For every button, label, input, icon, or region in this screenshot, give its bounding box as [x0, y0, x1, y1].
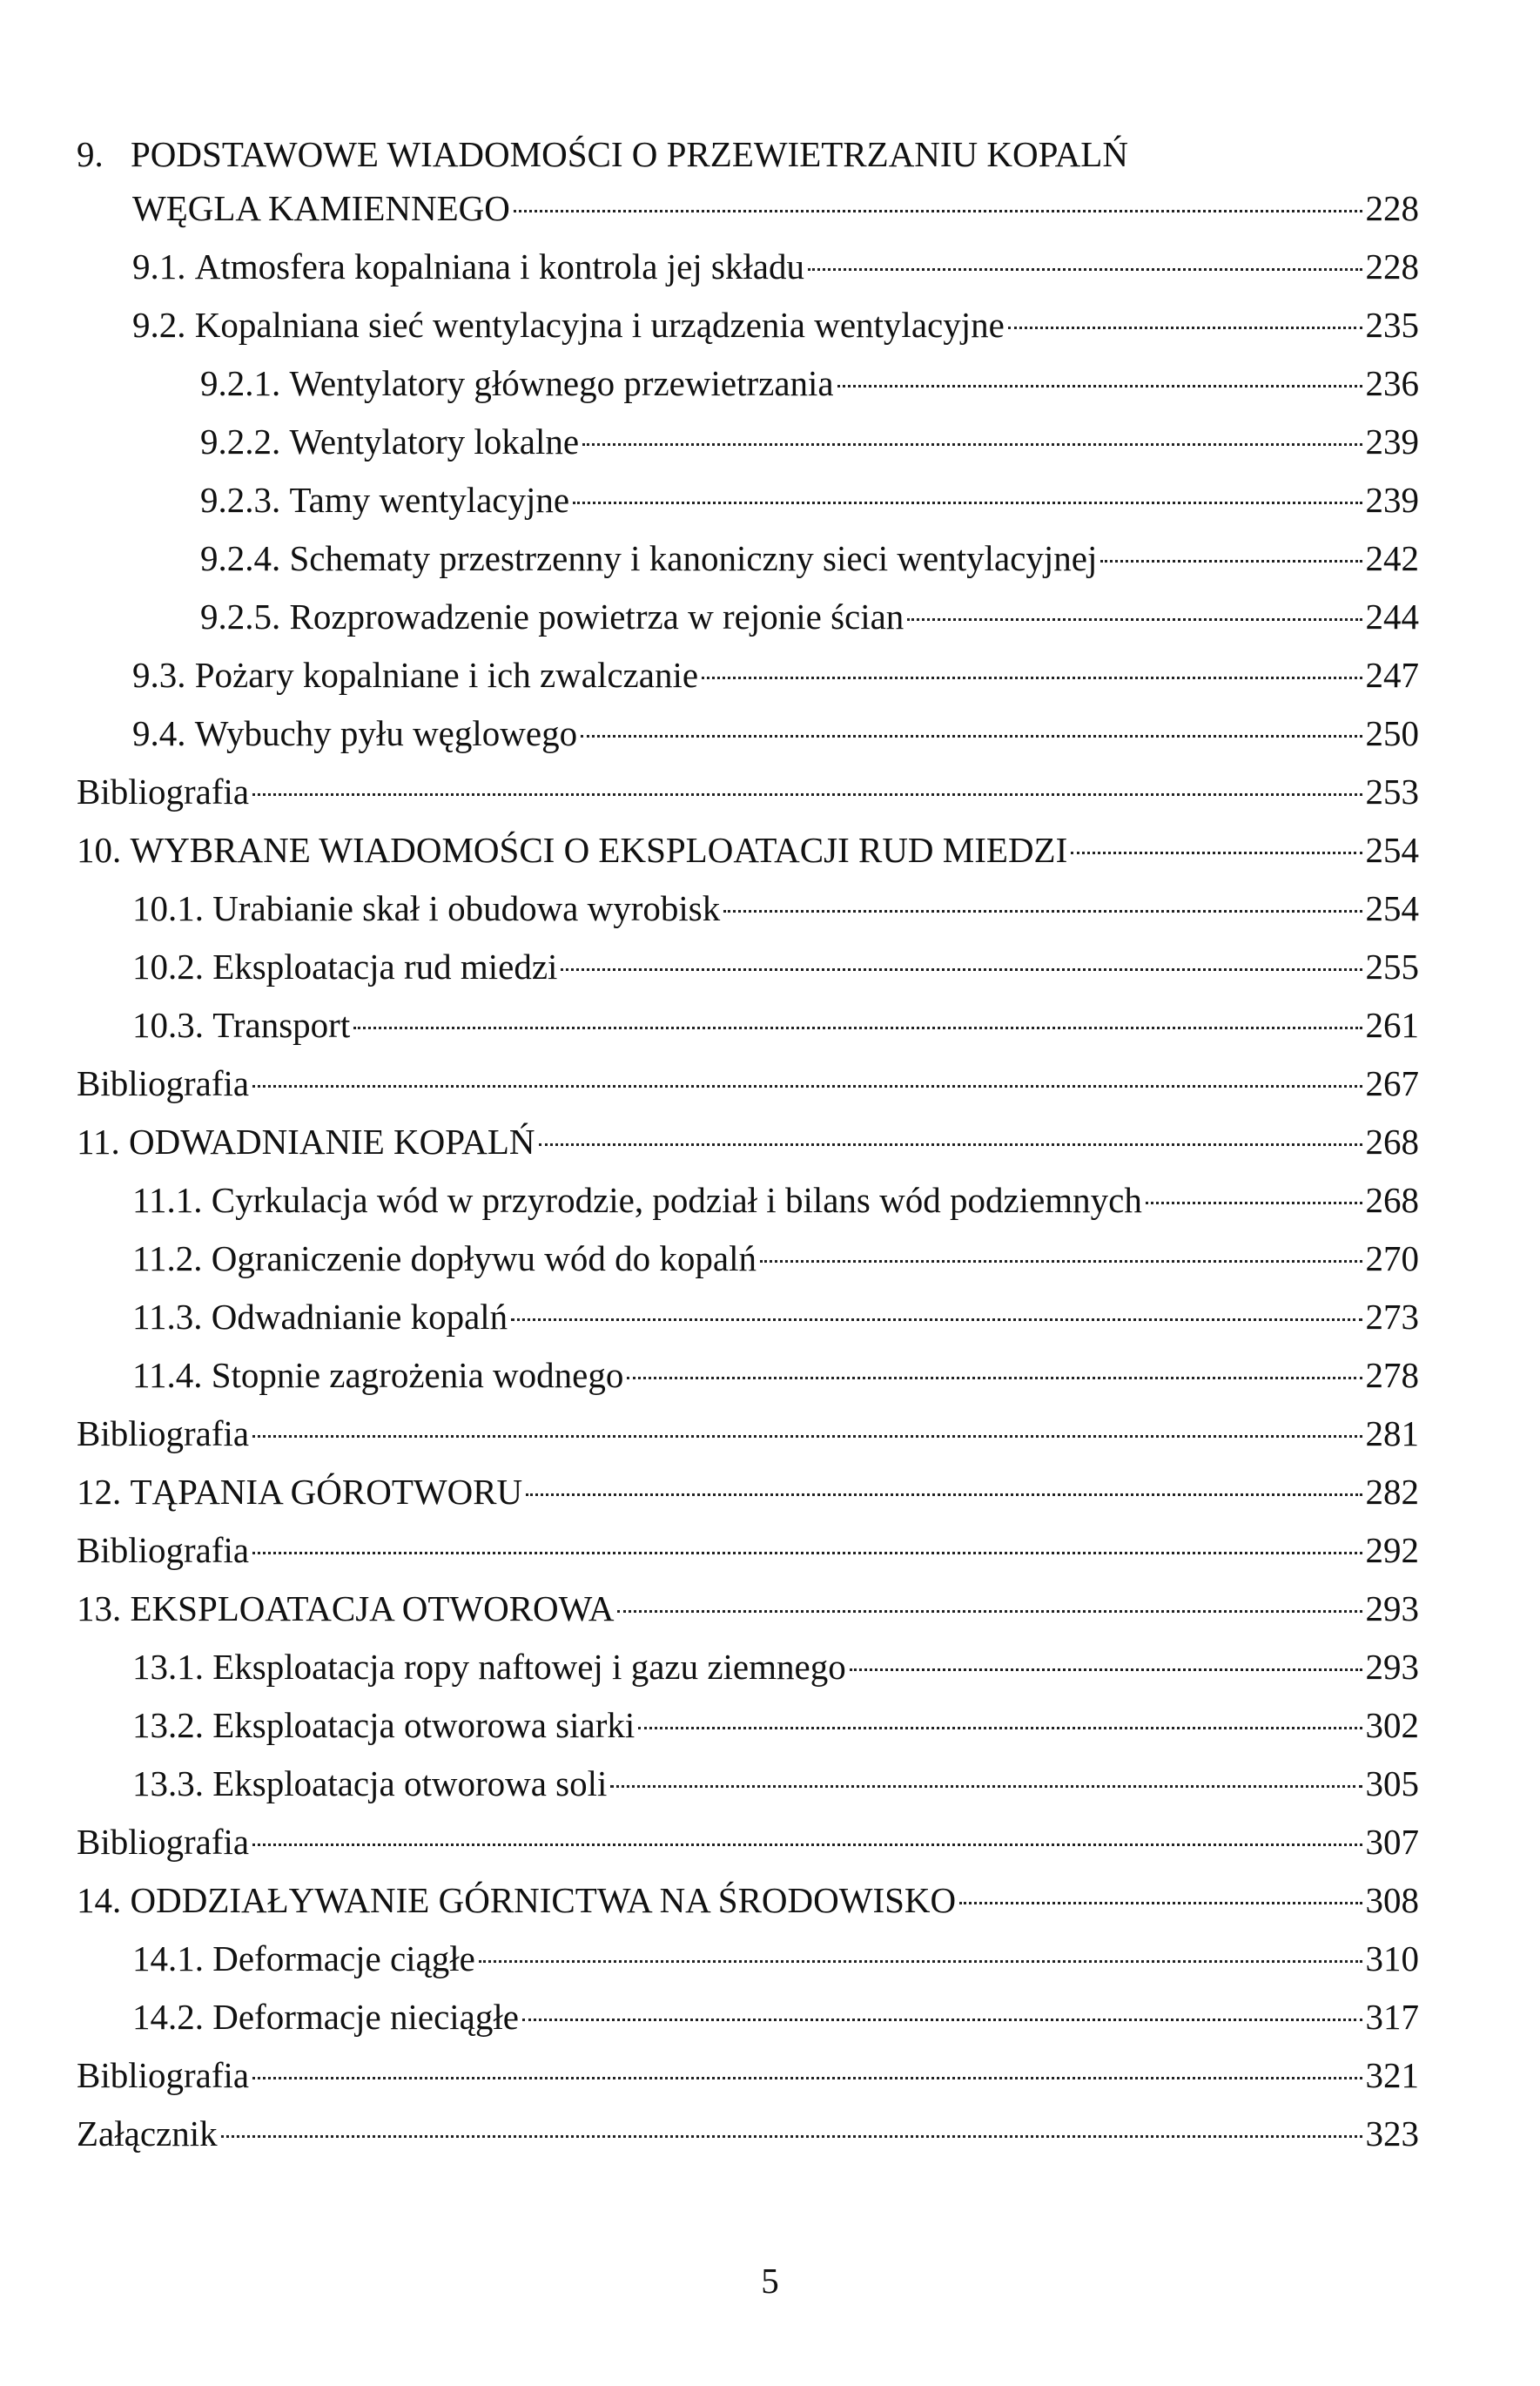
- toc-entry: [77, 354, 1419, 413]
- leader-dots: [1146, 1202, 1362, 1204]
- toc-entry-chapter: [77, 1871, 1419, 1930]
- toc-entry: [77, 1638, 1419, 1696]
- toc-entry-title: ODWADNIANIE KOPALŃ: [128, 1122, 535, 1162]
- toc-entry-title: Bibliografia: [77, 1063, 250, 1103]
- toc-entry-page: 253: [1365, 772, 1419, 812]
- leader-dots: [1100, 560, 1362, 563]
- leader-dots: [582, 443, 1362, 446]
- toc-entry-number: 9.: [77, 134, 104, 174]
- toc-entry-chapter: [77, 1580, 1419, 1638]
- toc-entry-page: 268: [1365, 1180, 1419, 1220]
- toc-entry-page: 250: [1365, 713, 1419, 753]
- toc-entry-number: 10.: [77, 830, 122, 870]
- toc-entry: [77, 938, 1419, 996]
- toc-entry-page: 239: [1365, 421, 1419, 462]
- leader-dots: [850, 1668, 1362, 1671]
- toc-entry-title: Stopnie zagrożenia wodnego: [211, 1355, 624, 1395]
- toc-entry-title: Rozprowadzenie powietrza w rejonie ścian: [289, 596, 904, 637]
- toc-entry-number: 9.4.: [132, 713, 186, 753]
- toc-entry-page: 310: [1365, 1938, 1419, 1978]
- toc-entry-page: 308: [1365, 1880, 1419, 1920]
- toc-entry: [77, 646, 1419, 704]
- leader-dots: [252, 2077, 1362, 2079]
- leader-dots: [638, 1727, 1362, 1729]
- toc-entry-number: 9.2.3.: [200, 480, 281, 520]
- leader-dots: [837, 385, 1362, 388]
- leader-dots: [353, 1027, 1362, 1029]
- toc-entry-page: 267: [1365, 1063, 1419, 1103]
- leader-dots: [907, 618, 1362, 621]
- toc-entry-number: 9.2.2.: [200, 421, 281, 462]
- toc-entry-chapter: [77, 1463, 1419, 1521]
- toc-entry: [77, 1230, 1419, 1288]
- toc-entry: [77, 1988, 1419, 2046]
- leader-dots: [1071, 852, 1362, 854]
- page-number: 5: [761, 2261, 779, 2301]
- toc-entry-title: Deformacje ciągłe: [212, 1938, 475, 1978]
- toc-entry-title: Bibliografia: [77, 1530, 250, 1570]
- toc-entry-title: Schematy przestrzenny i kanoniczny sieci wentylacyjnej: [289, 538, 1098, 578]
- toc-entry-page: 235: [1365, 305, 1419, 345]
- toc-entry-page: 321: [1365, 2055, 1419, 2095]
- toc-entry-number: 11.3.: [132, 1297, 203, 1337]
- toc-entry-title: Deformacje nieciągłe: [212, 1997, 519, 2037]
- toc-entry-page: 239: [1365, 480, 1419, 520]
- toc-entry: [77, 296, 1419, 354]
- toc-entry-number: 11.2.: [132, 1238, 203, 1278]
- toc-entry-page: 323: [1365, 2113, 1419, 2153]
- toc-entry-page: 305: [1365, 1763, 1419, 1803]
- leader-dots: [252, 793, 1362, 796]
- toc-entry-page: 268: [1365, 1122, 1419, 1162]
- leader-dots: [581, 735, 1362, 738]
- leader-dots: [526, 1493, 1362, 1496]
- toc-entry: [77, 1346, 1419, 1405]
- toc-entry-page: 228: [1365, 188, 1419, 228]
- toc-entry-title: Wentylatory lokalne: [289, 421, 580, 462]
- toc-entry-number: 13.2.: [132, 1705, 204, 1745]
- toc-entry-bibliography: [77, 2046, 1419, 2105]
- toc-entry-page: 254: [1365, 830, 1419, 870]
- leader-dots: [252, 1843, 1362, 1846]
- leader-dots: [959, 1902, 1362, 1904]
- toc-entry-page: 281: [1365, 1413, 1419, 1453]
- toc-entry-number: 14.1.: [132, 1938, 204, 1978]
- toc-entry-title: Eksploatacja otworowa siarki: [212, 1705, 636, 1745]
- toc-entry-chapter-9-continued: [77, 179, 1419, 238]
- toc-entry-number: 11.1.: [132, 1180, 203, 1220]
- leader-dots: [539, 1143, 1362, 1146]
- toc-entry-number: 11.: [77, 1122, 120, 1162]
- toc-entry: [77, 1755, 1419, 1813]
- leader-dots: [760, 1260, 1362, 1263]
- toc-entry-page: 255: [1365, 947, 1419, 987]
- toc-entry-page: 307: [1365, 1822, 1419, 1862]
- toc-entry-title: Ograniczenie dopływu wód do kopalń: [211, 1238, 757, 1278]
- leader-dots: [627, 1377, 1362, 1379]
- leader-dots: [252, 1435, 1362, 1438]
- toc-entry-title: Bibliografia: [77, 2055, 250, 2095]
- toc-entry-number: 13.3.: [132, 1763, 204, 1803]
- toc-entry: [77, 238, 1419, 296]
- toc-entry-title: Atmosfera kopalniana i kontrola jej składu: [194, 246, 804, 286]
- toc-entry-title: Odwadnianie kopalń: [211, 1297, 508, 1337]
- toc-entry-number: 9.1.: [132, 246, 186, 286]
- toc-entry-title: Bibliografia: [77, 1413, 250, 1453]
- toc-entry-title: Bibliografia: [77, 772, 250, 812]
- toc-entry-title: WĘGLA KAMIENNEGO: [132, 188, 510, 228]
- toc-entry: [77, 1930, 1419, 1988]
- leader-dots: [573, 502, 1362, 504]
- toc-entry-page: 273: [1365, 1297, 1419, 1337]
- toc-entry: [77, 996, 1419, 1055]
- toc-entry-title: Wybuchy pyłu węglowego: [194, 713, 578, 753]
- toc-entry-bibliography: [77, 1521, 1419, 1580]
- toc-entry-title: Kopalniana sieć wentylacyjna i urządzenia wentylacyjne: [194, 305, 1005, 345]
- toc-entry: [77, 1288, 1419, 1346]
- toc-entry-number: 9.2.4.: [200, 538, 281, 578]
- toc-entry-page: 261: [1365, 1005, 1419, 1045]
- toc-entry: [77, 529, 1419, 588]
- toc-entry-bibliography: [77, 1405, 1419, 1463]
- toc-entry-number: 9.2.5.: [200, 596, 281, 637]
- toc-entry-title: Załącznik: [77, 2113, 218, 2153]
- leader-dots: [479, 1960, 1362, 1963]
- toc-entry-page: 278: [1365, 1355, 1419, 1395]
- toc-entry-title: Eksploatacja otworowa soli: [212, 1763, 608, 1803]
- leader-dots: [617, 1610, 1362, 1613]
- toc-entry-number: 13.: [77, 1588, 122, 1628]
- leader-dots: [252, 1552, 1362, 1554]
- toc-entry: [77, 413, 1419, 471]
- toc-entry-title: WYBRANE WIADOMOŚCI O EKSPLOATACJI RUD MIEDZI: [130, 830, 1068, 870]
- toc-entry-number: 10.1.: [132, 888, 204, 928]
- toc-entry: [77, 588, 1419, 646]
- leader-dots: [514, 210, 1362, 212]
- toc-entry-chapter-9: [77, 129, 1419, 179]
- toc-entry-number: 9.3.: [132, 655, 186, 695]
- toc-entry-number: 12.: [77, 1472, 122, 1512]
- toc-entry: [77, 1696, 1419, 1755]
- leader-dots: [511, 1318, 1362, 1321]
- toc-entry-bibliography: [77, 763, 1419, 821]
- leader-dots: [561, 968, 1362, 971]
- leader-dots: [221, 2135, 1362, 2138]
- toc-entry-chapter: [77, 821, 1419, 880]
- toc-entry-page: 317: [1365, 1997, 1419, 2037]
- leader-dots: [702, 677, 1362, 679]
- toc-entry-title: Eksploatacja rud miedzi: [212, 947, 558, 987]
- leader-dots: [610, 1785, 1362, 1788]
- toc-entry-number: 11.4.: [132, 1355, 203, 1395]
- toc-entry-page: 293: [1365, 1588, 1419, 1628]
- toc-entry-page: 242: [1365, 538, 1419, 578]
- leader-dots: [1008, 327, 1362, 329]
- toc-entry: [77, 471, 1419, 529]
- toc-entry-number: 10.2.: [132, 947, 204, 987]
- toc-entry-title: EKSPLOATACJA OTWOROWA: [130, 1588, 615, 1628]
- leader-dots: [808, 268, 1362, 271]
- table-of-contents: [77, 129, 1419, 2163]
- leader-dots: [522, 2019, 1362, 2021]
- leader-dots: [723, 910, 1362, 913]
- toc-entry-title: Transport: [212, 1005, 351, 1045]
- leader-dots: [252, 1085, 1362, 1088]
- toc-entry-title: Tamy wentylacyjne: [289, 480, 570, 520]
- toc-entry-page: 293: [1365, 1647, 1419, 1687]
- toc-entry-page: 254: [1365, 888, 1419, 928]
- toc-entry: [77, 880, 1419, 938]
- toc-entry-number: 14.2.: [132, 1997, 204, 2037]
- toc-entry-page: 302: [1365, 1705, 1419, 1745]
- toc-entry-page: 236: [1365, 363, 1419, 403]
- toc-entry-number: 9.2.: [132, 305, 186, 345]
- toc-entry-page: 228: [1365, 246, 1419, 286]
- toc-entry-number: 10.3.: [132, 1005, 204, 1045]
- toc-entry-chapter: [77, 1113, 1419, 1171]
- toc-entry-title: Pożary kopalniane i ich zwalczanie: [194, 655, 699, 695]
- toc-entry-page: 270: [1365, 1238, 1419, 1278]
- toc-entry-bibliography: [77, 1813, 1419, 1871]
- toc-entry-title: Urabianie skał i obudowa wyrobisk: [212, 888, 721, 928]
- toc-entry-appendix: [77, 2105, 1419, 2163]
- toc-entry-bibliography: [77, 1055, 1419, 1113]
- toc-entry-title: ODDZIAŁYWANIE GÓRNICTWA NA ŚRODOWISKO: [130, 1880, 957, 1920]
- toc-entry-title: PODSTAWOWE WIADOMOŚCI O PRZEWIETRZANIU KOPALŃ: [131, 134, 1128, 174]
- toc-entry-page: 292: [1365, 1530, 1419, 1570]
- toc-entry-title: Eksploatacja ropy naftowej i gazu ziemnego: [212, 1647, 846, 1687]
- toc-entry-page: 282: [1365, 1472, 1419, 1512]
- toc-entry: [77, 704, 1419, 763]
- toc-entry: [77, 1171, 1419, 1230]
- toc-entry-page: 244: [1365, 596, 1419, 637]
- toc-entry-page: 247: [1365, 655, 1419, 695]
- toc-entry-number: 13.1.: [132, 1647, 204, 1687]
- toc-entry-number: 9.2.1.: [200, 363, 281, 403]
- toc-entry-title: Wentylatory głównego przewietrzania: [289, 363, 834, 403]
- toc-entry-number: 14.: [77, 1880, 122, 1920]
- toc-entry-title: TĄPANIA GÓROTWORU: [130, 1472, 523, 1512]
- toc-entry-title: Cyrkulacja wód w przyrodzie, podział i bilans wód podziemnych: [211, 1180, 1142, 1220]
- toc-entry-title: Bibliografia: [77, 1822, 250, 1862]
